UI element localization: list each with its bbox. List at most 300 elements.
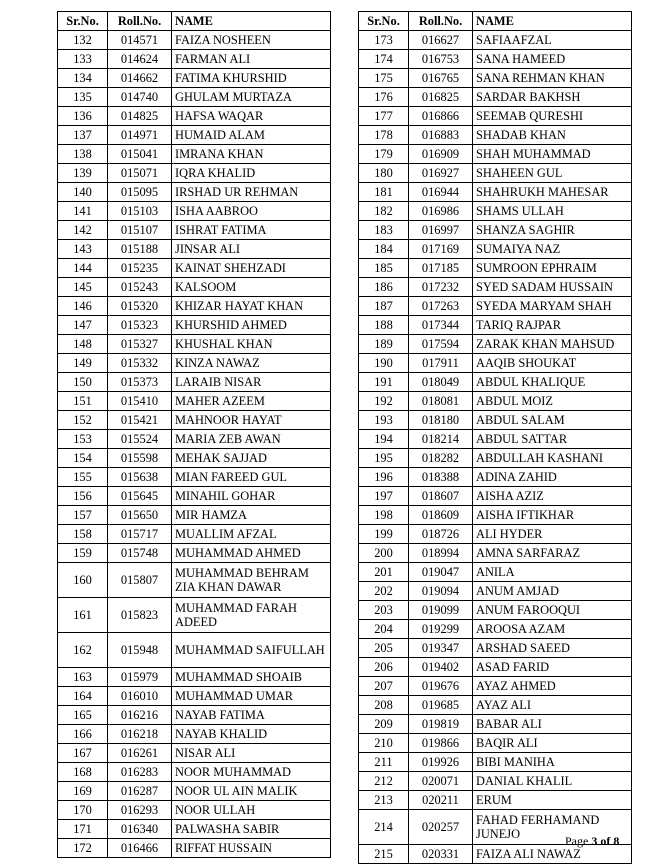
sr-no-cell: 211 [359,753,409,772]
name-cell: SUMROON EPHRAIM [473,259,632,278]
roll-no-cell: 016765 [409,69,473,88]
roll-no-cell: 018607 [409,487,473,506]
sr-no-cell: 205 [359,639,409,658]
roll-no-cell: 015979 [108,668,172,687]
roll-no-cell: 017344 [409,316,473,335]
name-cell: HAFSA WAQAR [172,107,331,126]
table-row [58,126,331,145]
table-row [359,221,632,240]
sr-no-cell: 189 [359,335,409,354]
sr-no-cell: 178 [359,126,409,145]
roll-no-cell: 016466 [108,839,172,858]
sr-no-cell: 164 [58,687,108,706]
roll-no-cell: 015598 [108,449,172,468]
roll-no-cell: 015188 [108,240,172,259]
name-cell: ABDUL MOIZ [473,392,632,411]
roll-no-cell: 019094 [409,582,473,601]
table-row [58,278,331,297]
table-row [58,468,331,487]
table-row [359,31,632,50]
sr-no-cell: 194 [359,430,409,449]
name-cell: ABDULLAH KASHANI [473,449,632,468]
table-row [359,240,632,259]
sr-no-cell: 161 [58,598,108,633]
sr-no-cell: 168 [58,763,108,782]
table-row [359,373,632,392]
table-row [359,316,632,335]
name-cell: SYED SADAM HUSSAIN [473,278,632,297]
roll-no-cell: 019402 [409,658,473,677]
name-cell: MIR HAMZA [172,506,331,525]
roll-no-cell: 015948 [108,633,172,668]
header-roll-no: Roll.No. [108,12,172,31]
name-cell: SANA REHMAN KHAN [473,69,632,88]
name-cell: NAYAB FATIMA [172,706,331,725]
roll-no-cell: 015421 [108,411,172,430]
sr-no-cell: 186 [359,278,409,297]
sr-no-cell: 147 [58,316,108,335]
sr-no-cell: 157 [58,506,108,525]
roll-no-cell: 015373 [108,373,172,392]
sr-no-cell: 140 [58,183,108,202]
name-cell: FAIZA ALI NAWAZ [473,845,632,864]
name-cell: MUHAMMAD BEHRAM ZIA KHAN DAWAR [172,563,331,598]
table-row [359,278,632,297]
table-row [359,50,632,69]
name-cell: ANUM FAROOQUI [473,601,632,620]
name-cell: FAHAD FERHAMAND JUNEJO [473,810,632,845]
roll-no-cell: 015650 [108,506,172,525]
name-cell: GHULAM MURTAZA [172,88,331,107]
roll-no-cell: 017232 [409,278,473,297]
roll-no-cell: 016216 [108,706,172,725]
name-cell: IMRANA KHAN [172,145,331,164]
table-row [58,449,331,468]
sr-no-cell: 171 [58,820,108,839]
table-row [359,335,632,354]
name-cell: MAHNOOR HAYAT [172,411,331,430]
name-cell: ABDUL SATTAR [473,430,632,449]
roll-no-cell: 016010 [108,687,172,706]
sr-no-cell: 133 [58,50,108,69]
roll-no-cell: 015807 [108,563,172,598]
sr-no-cell: 169 [58,782,108,801]
page-total: 8 [613,834,620,848]
table-row [58,88,331,107]
name-cell: SUMAIYA NAZ [473,240,632,259]
sr-no-cell: 215 [359,845,409,864]
sr-no-cell: 200 [359,544,409,563]
table-row [58,668,331,687]
table-row [58,633,331,668]
roll-no-cell: 014740 [108,88,172,107]
roll-no-cell: 015323 [108,316,172,335]
name-cell: SHANZA SAGHIR [473,221,632,240]
sr-no-cell: 148 [58,335,108,354]
table-row [58,487,331,506]
name-cell: KHURSHID AHMED [172,316,331,335]
name-cell: JINSAR ALI [172,240,331,259]
roll-no-cell: 019347 [409,639,473,658]
sr-no-cell: 152 [58,411,108,430]
sr-no-cell: 214 [359,810,409,845]
sr-no-cell: 163 [58,668,108,687]
table-row [58,706,331,725]
name-cell: SEEMAB QURESHI [473,107,632,126]
roll-no-cell: 015327 [108,335,172,354]
name-cell: NAYAB KHALID [172,725,331,744]
name-cell: SHAHEEN GUL [473,164,632,183]
table-row [359,525,632,544]
table-row [58,563,331,598]
roll-table-left [57,11,331,858]
sr-no-cell: 177 [359,107,409,126]
roll-no-cell: 016287 [108,782,172,801]
name-cell: AISHA IFTIKHAR [473,506,632,525]
sr-no-cell: 195 [359,449,409,468]
name-cell: KAINAT SHEHZADI [172,259,331,278]
page-footer [565,834,619,849]
name-cell: FARMAN ALI [172,50,331,69]
roll-no-cell: 014825 [108,107,172,126]
sr-no-cell: 158 [58,525,108,544]
sr-no-cell: 175 [359,69,409,88]
sr-no-cell: 145 [58,278,108,297]
table-row [58,525,331,544]
roll-no-cell: 017594 [409,335,473,354]
roll-no-cell: 015823 [108,598,172,633]
table-row [58,411,331,430]
table-row [359,753,632,772]
sr-no-cell: 141 [58,202,108,221]
sr-no-cell: 181 [359,183,409,202]
name-cell: ASAD FARID [473,658,632,677]
roll-no-cell: 019047 [409,563,473,582]
roll-no-cell: 019299 [409,620,473,639]
name-cell: NOOR ULLAH [172,801,331,820]
name-cell: MUHAMMAD SHOAIB [172,668,331,687]
table-row [58,183,331,202]
sr-no-cell: 180 [359,164,409,183]
table-row [359,734,632,753]
roll-no-cell: 019685 [409,696,473,715]
sr-no-cell: 183 [359,221,409,240]
name-cell: SHADAB KHAN [473,126,632,145]
table-row [359,677,632,696]
table-row [359,506,632,525]
name-cell: MUHAMMAD SAIFULLAH [172,633,331,668]
name-cell: SANA HAMEED [473,50,632,69]
sr-no-cell: 198 [359,506,409,525]
name-cell: ERUM [473,791,632,810]
name-cell: AMNA SARFARAZ [473,544,632,563]
name-cell: ISHRAT FATIMA [172,221,331,240]
sr-no-cell: 209 [359,715,409,734]
name-cell: MEHAK SAJJAD [172,449,331,468]
page-word: Page [565,834,589,848]
name-cell: NOOR UL AIN MALIK [172,782,331,801]
sr-no-cell: 136 [58,107,108,126]
roll-no-cell: 015748 [108,544,172,563]
roll-no-cell: 015410 [108,392,172,411]
table-row [359,696,632,715]
roll-no-cell: 015645 [108,487,172,506]
sr-no-cell: 196 [359,468,409,487]
table-row [58,687,331,706]
name-cell: KHUSHAL KHAN [172,335,331,354]
name-cell: TARIQ RAJPAR [473,316,632,335]
roll-no-cell: 018282 [409,449,473,468]
sr-no-cell: 172 [58,839,108,858]
name-cell: SHAMS ULLAH [473,202,632,221]
sr-no-cell: 165 [58,706,108,725]
table-row [359,772,632,791]
roll-no-cell: 015103 [108,202,172,221]
table-row [359,791,632,810]
roll-no-cell: 019926 [409,753,473,772]
sr-no-cell: 192 [359,392,409,411]
roll-no-cell: 016753 [409,50,473,69]
name-cell: AROOSA AZAM [473,620,632,639]
table-row [359,715,632,734]
roll-no-cell: 020331 [409,845,473,864]
sr-no-cell: 150 [58,373,108,392]
table-row [359,411,632,430]
roll-no-cell: 018388 [409,468,473,487]
roll-no-cell: 015243 [108,278,172,297]
table-row [359,487,632,506]
table-row [359,88,632,107]
table-row [58,392,331,411]
sr-no-cell: 213 [359,791,409,810]
roll-no-cell: 017911 [409,354,473,373]
roll-no-cell: 018609 [409,506,473,525]
table-row [359,126,632,145]
name-cell: ISHA AABROO [172,202,331,221]
name-cell: MARIA ZEB AWAN [172,430,331,449]
roll-no-cell: 019866 [409,734,473,753]
name-cell: ALI HYDER [473,525,632,544]
roll-no-cell: 016866 [409,107,473,126]
roll-no-cell: 016986 [409,202,473,221]
sr-no-cell: 185 [359,259,409,278]
name-cell: KALSOOM [172,278,331,297]
name-cell: DANIAL KHALIL [473,772,632,791]
roll-no-cell: 018081 [409,392,473,411]
name-cell: ABDUL KHALIQUE [473,373,632,392]
roll-no-cell: 014662 [108,69,172,88]
sr-no-cell: 155 [58,468,108,487]
roll-no-cell: 015320 [108,297,172,316]
sr-no-cell: 190 [359,354,409,373]
roll-no-cell: 017263 [409,297,473,316]
name-cell: SARDAR BAKHSH [473,88,632,107]
sr-no-cell: 151 [58,392,108,411]
table-row [359,145,632,164]
name-cell: ADINA ZAHID [473,468,632,487]
sr-no-cell: 139 [58,164,108,183]
roll-no-cell: 014571 [108,31,172,50]
sr-no-cell: 187 [359,297,409,316]
page-number: 3 [591,834,598,848]
table-row [359,430,632,449]
sr-no-cell: 156 [58,487,108,506]
sr-no-cell: 212 [359,772,409,791]
roll-no-cell: 016283 [108,763,172,782]
name-cell: ANILA [473,563,632,582]
sr-no-cell: 174 [359,50,409,69]
roll-no-cell: 015107 [108,221,172,240]
roll-no-cell: 015235 [108,259,172,278]
header-roll-no: Roll.No. [409,12,473,31]
table-row [58,221,331,240]
table-row [58,506,331,525]
name-cell: AISHA AZIZ [473,487,632,506]
sr-no-cell: 210 [359,734,409,753]
sr-no-cell: 153 [58,430,108,449]
sr-no-cell: 197 [359,487,409,506]
roll-no-cell: 016944 [409,183,473,202]
sr-no-cell: 143 [58,240,108,259]
table-row [359,259,632,278]
roll-no-cell: 015071 [108,164,172,183]
name-cell: AYAZ AHMED [473,677,632,696]
roll-no-cell: 017169 [409,240,473,259]
name-cell: MAHER AZEEM [172,392,331,411]
sr-no-cell: 207 [359,677,409,696]
header-sr-no: Sr.No. [58,12,108,31]
sr-no-cell: 144 [58,259,108,278]
sr-no-cell: 188 [359,316,409,335]
table-row [359,544,632,563]
sr-no-cell: 137 [58,126,108,145]
table-row [58,354,331,373]
header-name: NAME [172,12,331,31]
name-cell: MUHAMMAD FARAH ADEED [172,598,331,633]
roll-no-cell: 019099 [409,601,473,620]
name-cell: BIBI MANIHA [473,753,632,772]
name-cell: FAIZA NOSHEEN [172,31,331,50]
name-cell: LARAIB NISAR [172,373,331,392]
header-name: NAME [473,12,632,31]
roll-no-cell: 018726 [409,525,473,544]
table-row [58,69,331,88]
roll-no-cell: 016340 [108,820,172,839]
table-row [58,31,331,50]
name-cell: RIFFAT HUSSAIN [172,839,331,858]
sr-no-cell: 208 [359,696,409,715]
name-cell: MUHAMMAD AHMED [172,544,331,563]
roll-no-cell: 016909 [409,145,473,164]
table-row [359,658,632,677]
roll-no-cell: 019819 [409,715,473,734]
sr-no-cell: 154 [58,449,108,468]
table-row [359,639,632,658]
table-row [58,107,331,126]
name-cell: NOOR MUHAMMAD [172,763,331,782]
name-cell: AAQIB SHOUKAT [473,354,632,373]
sr-no-cell: 162 [58,633,108,668]
sr-no-cell: 201 [359,563,409,582]
table-row [359,183,632,202]
table-row [58,820,331,839]
roll-no-cell: 016927 [409,164,473,183]
table-row [359,563,632,582]
table-row [58,544,331,563]
name-cell: MINAHIL GOHAR [172,487,331,506]
roll-no-cell: 015638 [108,468,172,487]
table-row [58,801,331,820]
roll-no-cell: 014624 [108,50,172,69]
roll-no-cell: 018049 [409,373,473,392]
sr-no-cell: 182 [359,202,409,221]
roll-no-cell: 016883 [409,126,473,145]
table-row [359,392,632,411]
roll-no-cell: 015524 [108,430,172,449]
roll-no-cell: 015717 [108,525,172,544]
table-row [359,620,632,639]
table-row [359,107,632,126]
name-cell: KINZA NAWAZ [172,354,331,373]
table-row [359,164,632,183]
sr-no-cell: 202 [359,582,409,601]
table-row [359,601,632,620]
name-cell: BAQIR ALI [473,734,632,753]
sr-no-cell: 179 [359,145,409,164]
name-cell: ANUM AMJAD [473,582,632,601]
sr-no-cell: 199 [359,525,409,544]
sr-no-cell: 203 [359,601,409,620]
table-row [58,725,331,744]
sr-no-cell: 193 [359,411,409,430]
sr-no-cell: 170 [58,801,108,820]
roll-no-cell: 016627 [409,31,473,50]
sr-no-cell: 176 [359,88,409,107]
table-row [58,598,331,633]
sr-no-cell: 166 [58,725,108,744]
roll-no-cell: 018214 [409,430,473,449]
table-row [58,297,331,316]
table-row [359,449,632,468]
name-cell: SHAH MUHAMMAD [473,145,632,164]
table-row [58,373,331,392]
name-cell: SHAHRUKH MAHESAR [473,183,632,202]
name-cell: ZARAK KHAN MAHSUD [473,335,632,354]
roll-no-cell: 016293 [108,801,172,820]
header-row [359,12,632,31]
name-cell: HUMAID ALAM [172,126,331,145]
roll-no-cell: 020211 [409,791,473,810]
table-row [58,202,331,221]
name-cell: NISAR ALI [172,744,331,763]
page-of-word: of [600,834,611,848]
name-cell: FATIMA KHURSHID [172,69,331,88]
table-row [58,259,331,278]
sr-no-cell: 173 [359,31,409,50]
sr-no-cell: 159 [58,544,108,563]
table-row [58,744,331,763]
roll-no-cell: 015095 [108,183,172,202]
sr-no-cell: 149 [58,354,108,373]
name-cell: ARSHAD SAEED [473,639,632,658]
name-cell: ABDUL SALAM [473,411,632,430]
sr-no-cell: 132 [58,31,108,50]
table-row [58,335,331,354]
name-cell: BABAR ALI [473,715,632,734]
roll-no-cell: 020257 [409,810,473,845]
table-row [359,69,632,88]
name-cell: KHIZAR HAYAT KHAN [172,297,331,316]
